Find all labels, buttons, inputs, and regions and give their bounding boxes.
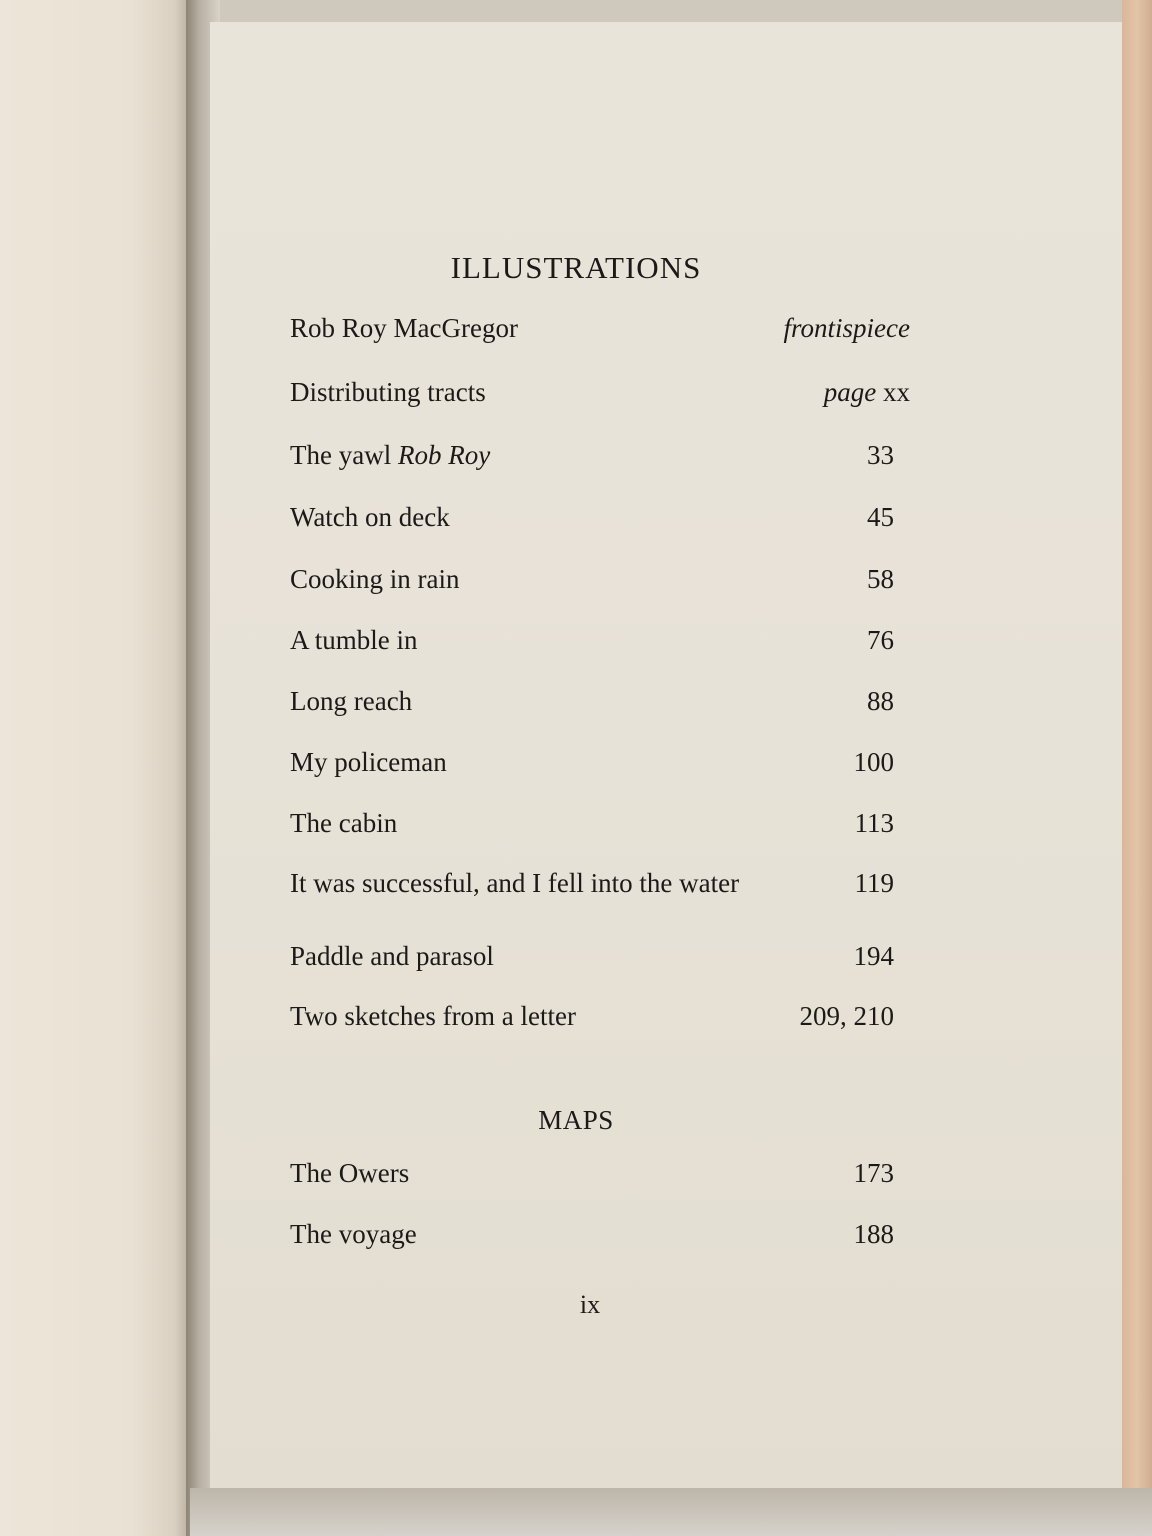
list-item bbox=[290, 564, 910, 604]
list-item bbox=[290, 1158, 910, 1198]
list-item bbox=[290, 502, 910, 542]
list-item bbox=[290, 313, 910, 353]
entry-page: 58 bbox=[867, 564, 894, 594]
entry-title-prefix: The yawl bbox=[290, 440, 398, 470]
list-item bbox=[290, 1219, 910, 1259]
list-item bbox=[290, 1001, 910, 1041]
entry-page: 88 bbox=[867, 686, 894, 716]
list-item bbox=[290, 625, 910, 665]
entry-title: Long reach bbox=[290, 686, 413, 716]
list-item bbox=[290, 440, 910, 480]
entry-title: It was successful, and I fell into the water bbox=[290, 868, 740, 898]
entry-title: A tumble in bbox=[290, 625, 418, 655]
entry-page: 194 bbox=[853, 941, 894, 971]
entry-title: Distributing tracts bbox=[290, 377, 486, 407]
page-number: ix bbox=[579, 1290, 601, 1319]
list-item bbox=[290, 808, 910, 848]
entry-page-prefix: page bbox=[823, 377, 877, 407]
list-item bbox=[290, 377, 910, 417]
entry-page: 119 bbox=[854, 868, 894, 898]
entry-page: 76 bbox=[867, 625, 894, 655]
entry-page: 209, 210 bbox=[799, 1001, 894, 1031]
entry-title: Cooking in rain bbox=[290, 564, 460, 594]
entry-title: Two sketches from a letter bbox=[290, 1001, 577, 1031]
entry-page: 113 bbox=[854, 808, 894, 838]
list-item bbox=[290, 868, 910, 908]
entry-page-number: xx bbox=[883, 377, 910, 407]
entry-page: 45 bbox=[867, 502, 894, 532]
entry-title: My policeman bbox=[290, 747, 447, 777]
entry-title: The Owers bbox=[290, 1158, 410, 1188]
list-item bbox=[290, 686, 910, 726]
entry-page: frontispiece bbox=[783, 313, 910, 343]
entry-title-italic: Rob Roy bbox=[397, 440, 491, 470]
book-cover-edge bbox=[1122, 0, 1152, 1490]
maps-heading: MAPS bbox=[538, 1105, 614, 1135]
entry-page: 173 bbox=[853, 1158, 894, 1188]
entry-page bbox=[824, 377, 910, 408]
illustrations-heading: ILLUSTRATIONS bbox=[450, 250, 702, 285]
list-item bbox=[290, 747, 910, 787]
page-bottom-shadow bbox=[190, 1488, 1152, 1536]
entry-title bbox=[290, 440, 490, 471]
list-item bbox=[290, 941, 910, 981]
entry-title: Rob Roy MacGregor bbox=[290, 313, 518, 343]
entry-page: 33 bbox=[867, 440, 894, 470]
entry-title: The voyage bbox=[290, 1219, 417, 1249]
entry-title: The cabin bbox=[290, 808, 398, 838]
entry-page: 188 bbox=[853, 1219, 894, 1249]
entry-page: 100 bbox=[853, 747, 894, 777]
entry-title: Paddle and parasol bbox=[290, 941, 494, 971]
entry-title: Watch on deck bbox=[290, 502, 450, 532]
